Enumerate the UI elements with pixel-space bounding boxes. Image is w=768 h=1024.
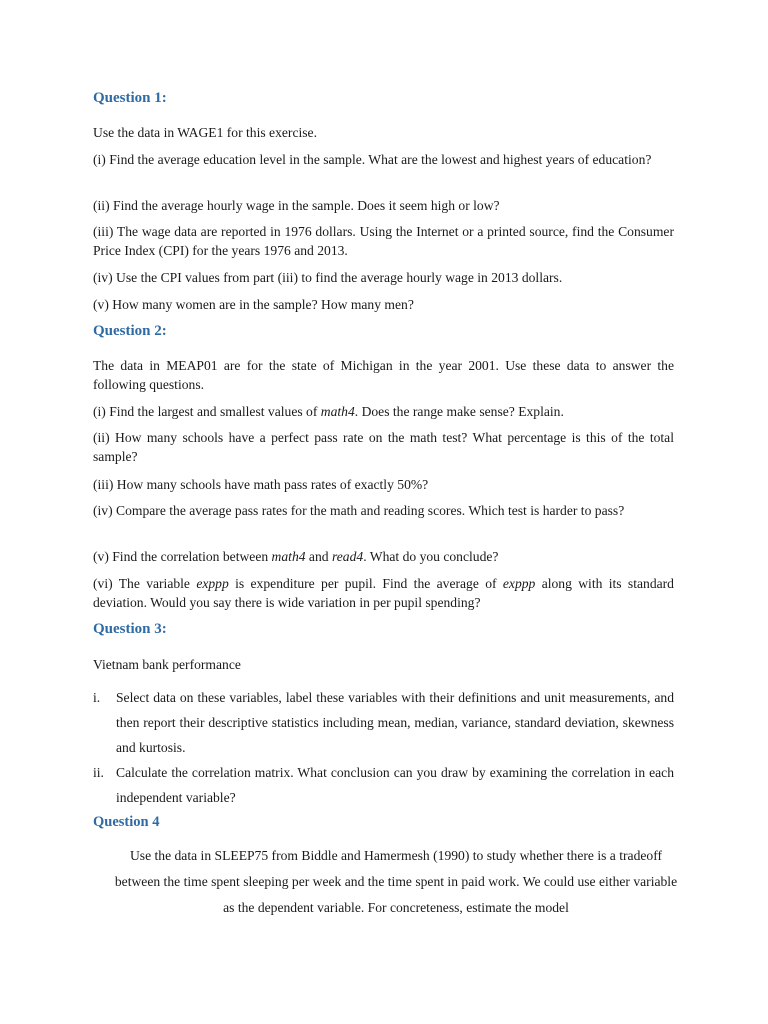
q2-part-vi-mid: is expenditure per pupil. Find the average of (228, 576, 503, 591)
q1-part-iii: (iii) The wage data are reported in 1976 dollars. Using the Internet or a printed source, find the Consumer Price Index (CPI) for the years 1976 and 2013. (93, 224, 674, 258)
q2-part-iv: (iv) Compare the average pass rates for the math and reading scores. Which test is harder to pass? (93, 503, 625, 518)
q2-part-vi-pre: (vi) The variable (93, 576, 197, 591)
q2-part-i-var: math4 (320, 404, 355, 419)
q4-text: Use the data in SLEEP75 from Biddle and Hamermesh (1990) to study whether there is a tradeoff between the time spent sleeping per week and the time spent in paid work. We could use either variable as the dependent variable. For concreteness, estimate the model (114, 848, 678, 915)
q2-part-v-var2: read4 (331, 549, 364, 564)
q2-part-i-post: . Does the range make sense? Explain. (354, 404, 564, 419)
q2-part-vi (93, 574, 674, 612)
q2-part-v-mid: and (305, 549, 332, 564)
q2-part-v-pre: (v) Find the correlation between (93, 549, 272, 564)
q2-part-iii: (iii) How many schools have math pass rates of exactly 50%? (93, 477, 429, 492)
q3-list-item (93, 760, 674, 810)
q1-part-ii: (ii) Find the average hourly wage in the sample. Does it seem high or low? (93, 198, 500, 213)
list-item-text: Calculate the correlation matrix. What conclusion can you draw by examining the correlation in each independent variable? (116, 765, 674, 805)
q2-part-ii: (ii) How many schools have a perfect pass rate on the math test? What percentage is this of the total sample? (93, 430, 674, 464)
q2-intro: The data in MEAP01 are for the state of Michigan in the year 2001. Use these data to answer the following questions. (93, 358, 674, 392)
q2-part-vi-post: along with its standard deviation. Would you say there is wide variation in per pupil spending? (93, 576, 674, 610)
question-2-heading: Question 2: (93, 323, 167, 339)
list-item-text: Select data on these variables, label these variables with their definitions and unit measurements, and then report their descriptive statistics including mean, median, variance, standard deviation, skewness and kurtosis. (116, 690, 674, 755)
q3-intro: Vietnam bank performance (93, 657, 241, 672)
q2-part-vi-var1: exppp (196, 576, 229, 591)
question-4-heading: Question 4 (93, 814, 160, 830)
list-item-number: ii. (93, 765, 104, 780)
q2-part-v-var1: math4 (271, 549, 306, 564)
q1-intro: Use the data in WAGE1 for this exercise. (93, 125, 317, 140)
question-3-heading: Question 3: (93, 621, 167, 637)
question-1-heading: Question 1: (93, 90, 167, 106)
list-item-number: i. (93, 690, 101, 705)
q2-part-i (93, 402, 674, 421)
q2-part-i-pre: (i) Find the largest and smallest values of (93, 404, 321, 419)
q2-part-v (93, 547, 674, 566)
q1-part-iv: (iv) Use the CPI values from part (iii) to find the average hourly wage in 2013 dollars. (93, 270, 563, 285)
q1-part-v: (v) How many women are in the sample? How many men? (93, 297, 414, 312)
q3-list-item (93, 685, 674, 760)
q2-part-vi-var2: exppp (502, 576, 536, 591)
q2-part-v-post: . What do you conclude? (363, 549, 499, 564)
q1-part-i: (i) Find the average education level in the sample. What are the lowest and highest years of education? (93, 152, 652, 167)
